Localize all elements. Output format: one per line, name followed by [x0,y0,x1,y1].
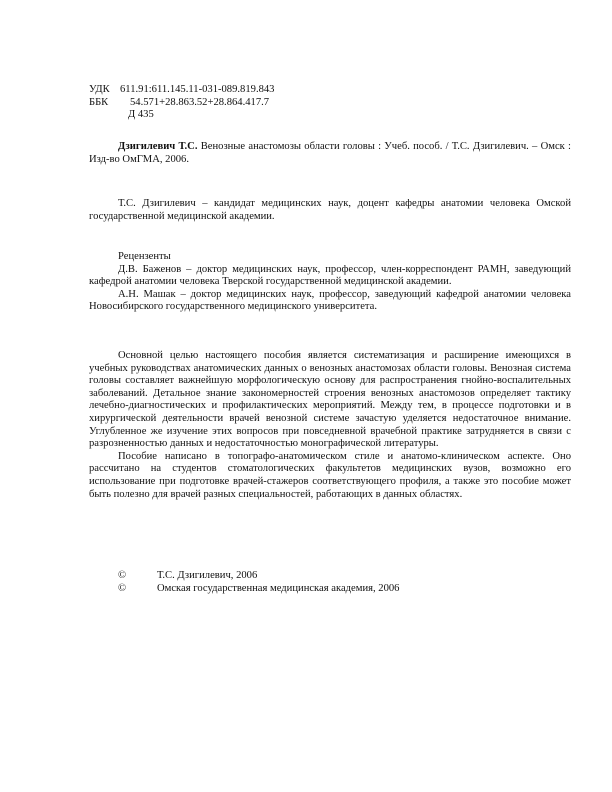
copyright-line [89,570,571,583]
copyright-holder: Омская государственная медицинская академия, 2006 [157,582,400,594]
reviewers-heading: Рецензенты [118,251,171,262]
udk-value: 611.91:611.145.11-031-089.819.843 [120,84,275,95]
copyright-holder: Т.С. Дзигилевич, 2006 [157,570,258,581]
author-mark: Д 435 [128,109,154,121]
reviewers-section [89,251,571,314]
bbk-value: 54.571+28.863.52+28.864.417.7 [130,96,270,108]
copyright-line [89,583,571,596]
classification-index [89,84,571,122]
biblio-title: Венозные анастомозы области головы : Учеб. пособ. / Т.С. Дзигилевич. – Омск : Изд-во ОмГМА, 2006. [89,141,571,165]
copyright-symbol: © [118,570,127,581]
udk-label: УДК [89,84,110,95]
udk-row [89,84,571,97]
abstract-paragraph: Основной целью настоящего пособия является систематизация и расширение имеющихся в учебных руководствах анатомических данных о венозных анастомозах области головы. Венозная система головы составляет важнейшую морфологическую основу для распространения гнойно-воспалительных заболеваний. Детальное знание закономерностей строения венозных анастомозов определяет тактику лечебно-диагностических и профилактических мероприятий. Между тем, в процессе подготовки и в хирургической деятельности врачей венозной системе зачастую уделяется недостаточное внимание. Углубленное же изучение этих вопросов при повседневной врачебной практике затрудняется в связи с разрозненностью данных и недостаточностью монографической литературы. [89,350,571,450]
bbk-row [89,97,571,110]
abstract-section [89,350,571,501]
bibliographic-record [89,141,571,166]
copyright-symbol: © [118,582,127,594]
abstract-paragraph: Пособие написано в топографо-анатомическом стиле и анатомо-клиническом аспекте. Оно рассчитано на студентов стоматологических факультетов медицинских вузов, возможно его использование при подготовке врачей-стажеров соответствующего профиля, а также это пособие может быть полезно для врачей разных специальностей, работающих в данных областях. [89,450,571,500]
biblio-author: Дзигилевич Т.С. [118,141,198,152]
author-note: Т.С. Дзигилевич – кандидат медицинских наук, доцент кафедры анатомии человека Омской государственной медицинской академии. [89,198,571,222]
reviewer-item: А.Н. Машак – доктор медицинских наук, профессор, заведующий кафедрой анатомии человека Новосибирского государственного медицинского университета. [89,288,571,313]
bbk-label: ББК [89,96,109,108]
reviewer-item: Д.В. Баженов – доктор медицинских наук, профессор, член-корреспондент РАМН, заведующий кафедрой анатомии человека Тверской государственной медицинской академии. [89,263,571,288]
copyright-section [89,570,571,595]
